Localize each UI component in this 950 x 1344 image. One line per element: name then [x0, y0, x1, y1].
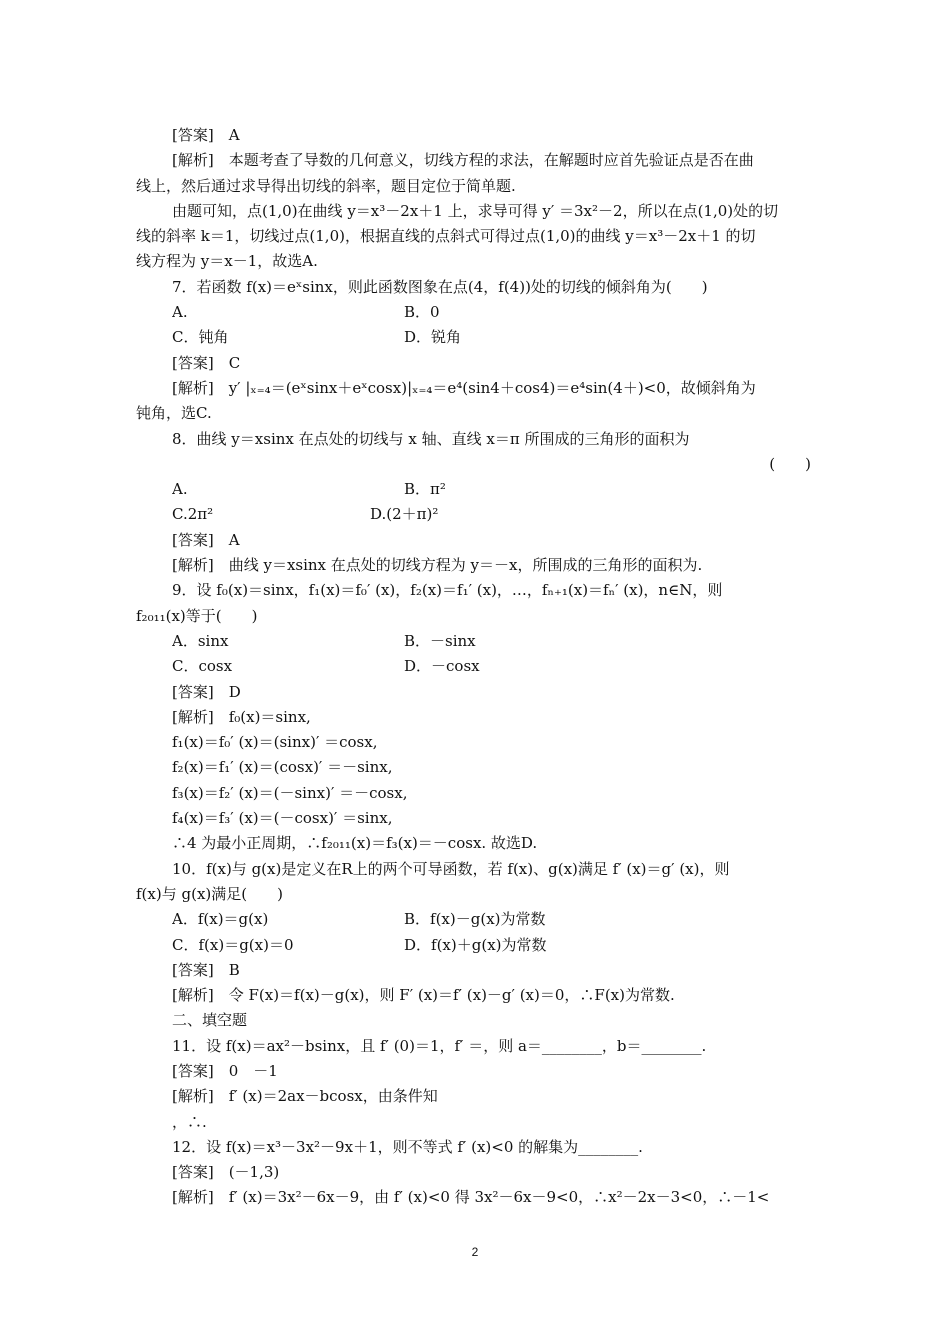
text-line: f(x)与 g(x)满足( ) — [136, 884, 283, 903]
question-9: 9．设 f₀(x)＝sinx，f₁(x)＝f₀′ (x)，f₂(x)＝f₁′ (x)，…，fₙ₊₁(x)＝fₙ′ (x)，n∈N，则 — [172, 581, 723, 600]
options-row — [172, 907, 817, 932]
text-line: f₄(x)＝f₃′ (x)＝(－cosx)′ ＝sinx, — [172, 809, 393, 828]
options-row — [172, 300, 817, 325]
option-a: A．f(x)＝g(x) — [172, 910, 269, 929]
text-line: 线上，然后通过求导得出切线的斜率，题目定位于简单题. — [136, 176, 516, 195]
option-c: C.2π² — [172, 505, 214, 524]
text-line: ，∴. — [172, 1112, 207, 1131]
question-11: 11．设 f(x)＝ax²－bsinx，且 f′ (0)＝1，f′ ＝，则 a＝________，b＝________. — [172, 1036, 707, 1055]
analysis-line: [解析] f₀(x)＝sinx, — [172, 707, 311, 726]
question-12: 12．设 f(x)＝x³－3x²－9x＋1，则不等式 f′ (x)<0 的解集为________. — [172, 1137, 643, 1156]
answer-line: [答案] C — [172, 353, 241, 372]
option-b: B．0 — [404, 303, 440, 322]
option-d: D.(2＋π)² — [370, 505, 439, 524]
option-a: A. — [172, 303, 188, 322]
options-row — [172, 654, 817, 679]
options-row — [172, 629, 817, 654]
text-line: [解析] 本题考查了导数的几何意义，切线方程的求法，在解题时应首先验证点是否在曲 — [172, 151, 754, 170]
page-number: 2 — [471, 1245, 479, 1259]
answer-line: [答案] 0 －1 — [172, 1061, 278, 1080]
option-c: C．钝角 — [172, 328, 229, 347]
answer-line: [答案] (－1,3) — [172, 1163, 280, 1182]
options-row — [172, 477, 817, 502]
option-b: B．f(x)－g(x)为常数 — [404, 910, 546, 929]
question-10: 10．f(x)与 g(x)是定义在R上的两个可导函数，若 f(x)、g(x)满足 f′ (x)＝g′ (x)，则 — [172, 859, 730, 878]
options-row — [172, 933, 817, 958]
text-line: f₁(x)＝f₀′ (x)＝(sinx)′ ＝cosx, — [172, 733, 378, 752]
text-line: f₂(x)＝f₁′ (x)＝(cosx)′ ＝－sinx, — [172, 758, 393, 777]
text-line: 钝角，选C. — [136, 404, 212, 423]
option-d: D．锐角 — [404, 328, 462, 347]
question-8: 8．曲线 y＝xsinx 在点处的切线与 x 轴、直线 x＝π 所围成的三角形的面积为 — [172, 429, 690, 448]
option-a: A. — [172, 480, 188, 499]
option-c: C．f(x)＝g(x)＝0 — [172, 935, 294, 954]
answer-line: [答案] D — [172, 682, 241, 701]
text-line: f₂₀₁₁(x)等于( ) — [136, 606, 258, 625]
option-b: B．－sinx — [404, 631, 476, 650]
page-content — [136, 123, 817, 1211]
option-b: B．π² — [404, 480, 446, 499]
options-row — [172, 502, 817, 527]
options-row — [172, 325, 817, 350]
option-d: D．－cosx — [404, 657, 480, 676]
analysis-line: [解析] 令 F(x)＝f(x)－g(x)，则 F′ (x)＝f′ (x)－g′ (x)＝0，∴F(x)为常数. — [172, 986, 675, 1005]
question-7: 7．若函数 f(x)＝eˣsinx，则此函数图象在点(4，f(4))处的切线的倾斜角为( ) — [172, 277, 708, 296]
section-heading: 二、填空题 — [172, 1011, 248, 1030]
text-line: 线的斜率 k＝1，切线过点(1,0)，根据直线的点斜式可得过点(1,0)的曲线 y＝x³－2x＋1 的切 — [136, 227, 756, 246]
answer-bracket: ( ) — [769, 454, 811, 473]
analysis-line: [解析] f′ (x)＝2ax－bcosx，由条件知 — [172, 1087, 438, 1106]
answer-line: [答案] B — [172, 960, 240, 979]
text-line: ∴4 为最小正周期，∴f₂₀₁₁(x)＝f₃(x)＝－cosx. 故选D. — [172, 834, 538, 853]
analysis-line: [解析] 曲线 y＝xsinx 在点处的切线方程为 y＝－x，所围成的三角形的面积为. — [172, 556, 703, 575]
option-d: D．f(x)＋g(x)为常数 — [404, 935, 547, 954]
analysis-line: [解析] f′ (x)＝3x²－6x－9，由 f′ (x)<0 得 3x²－6x－9<0，∴x²－2x－3<0，∴－1< — [172, 1188, 770, 1207]
option-a: A．sinx — [172, 631, 229, 650]
text-line: [答案] A — [172, 126, 240, 144]
answer-line: [答案] A — [172, 530, 240, 549]
analysis-line: [解析] y′ |ₓ₌₄＝(eˣsinx＋eˣcosx)|ₓ₌₄＝e⁴(sin4＋cos4)＝e⁴sin(4＋)<0，故倾斜角为 — [172, 378, 756, 397]
option-c: C．cosx — [172, 657, 233, 676]
text-line: 线方程为 y＝x－1，故选A. — [136, 252, 318, 271]
text-line: f₃(x)＝f₂′ (x)＝(－sinx)′ ＝－cosx, — [172, 783, 408, 802]
text-line: 由题可知，点(1,0)在曲线 y＝x³－2x＋1 上，求导可得 y′ ＝3x²－2，所以在点(1,0)处的切 — [172, 201, 779, 220]
